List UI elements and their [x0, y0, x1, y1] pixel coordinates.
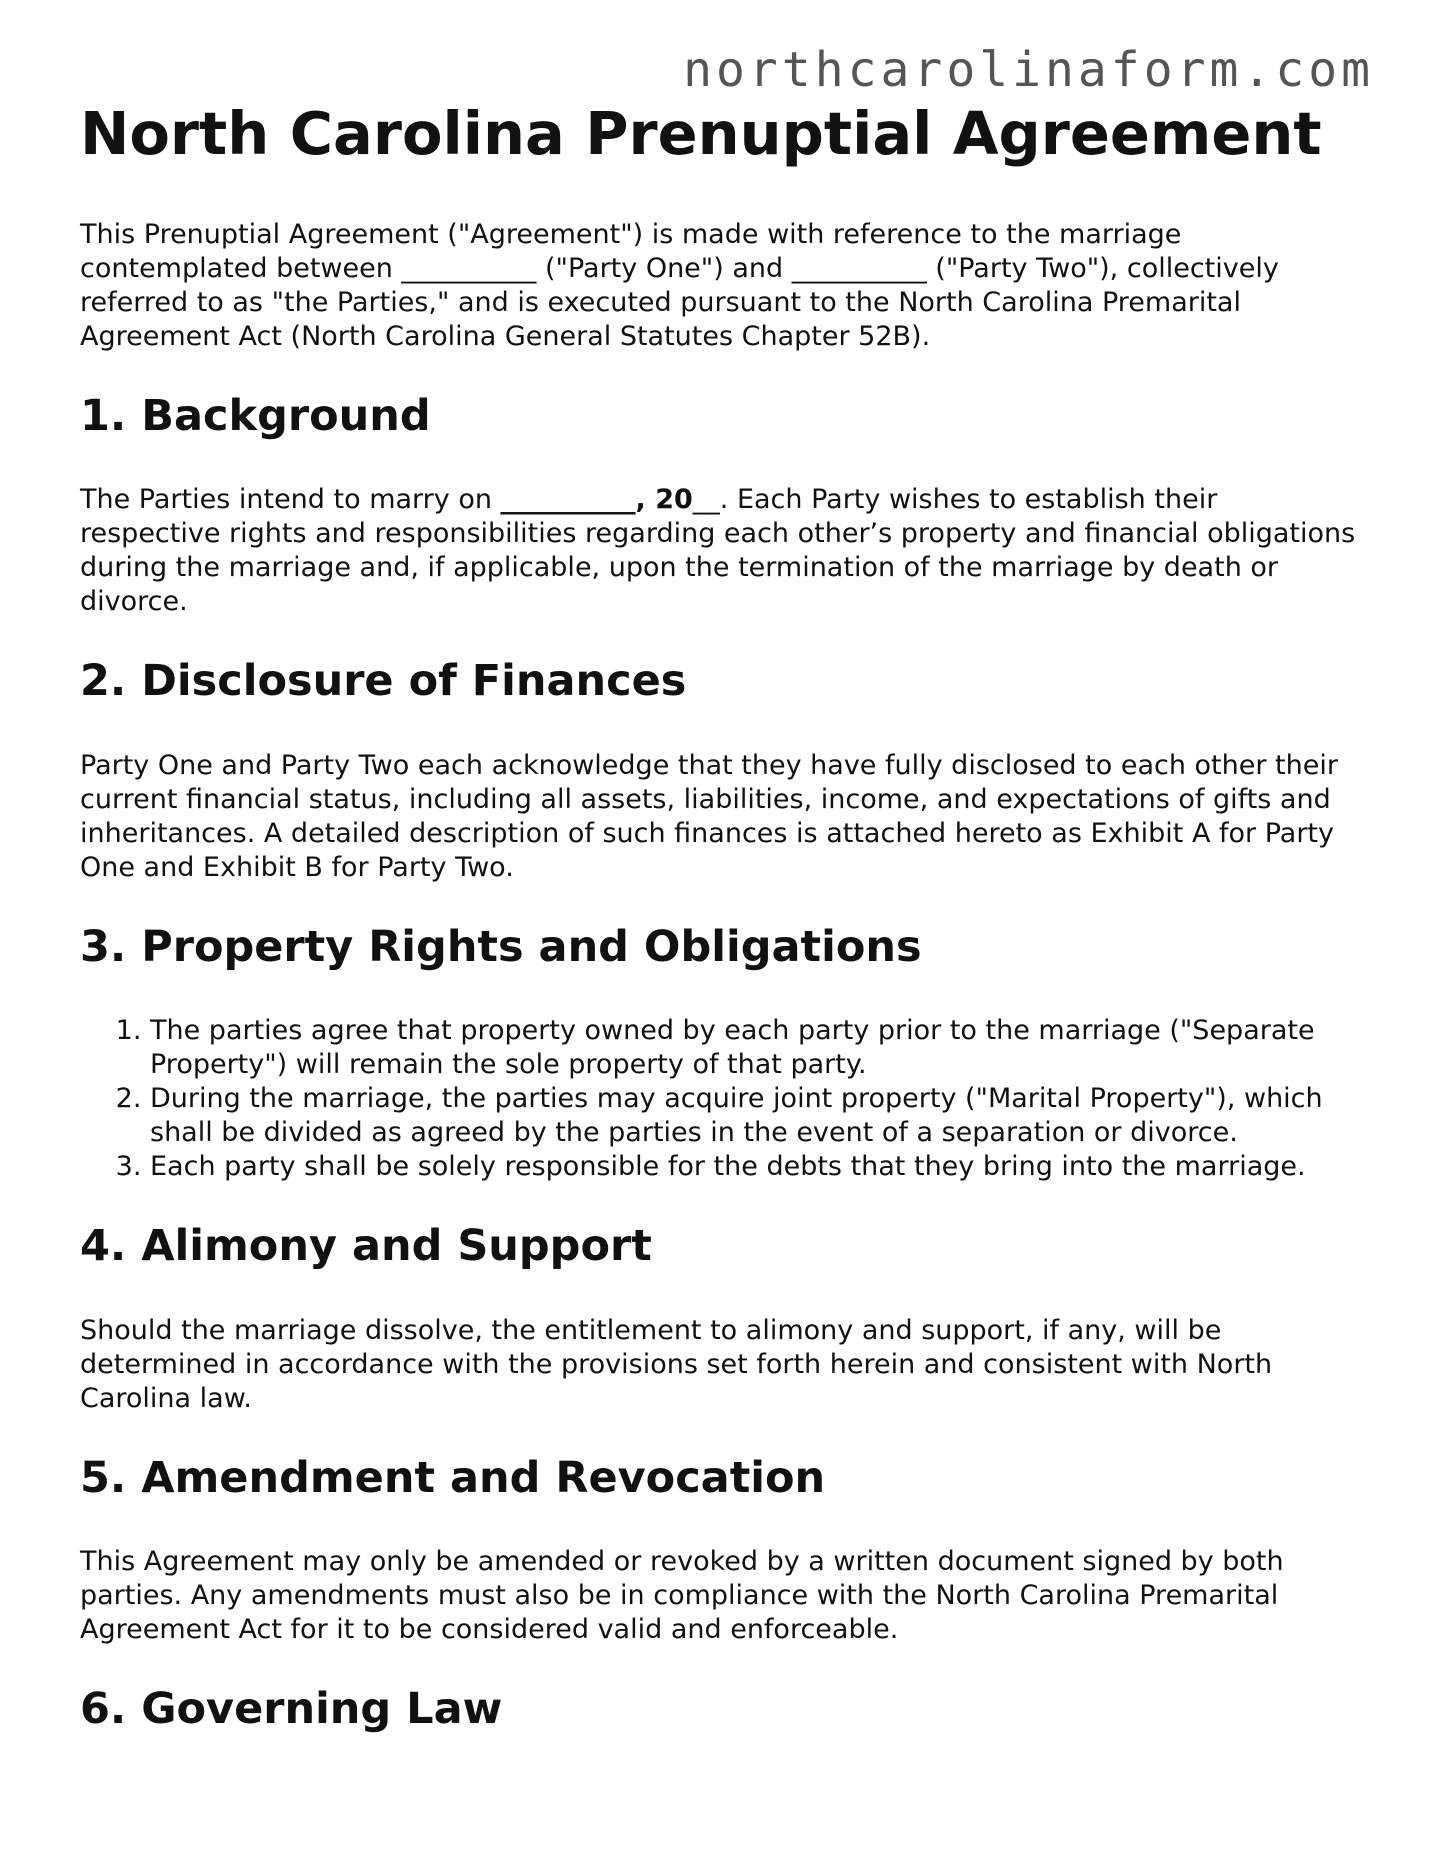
- section-heading-disclosure: 2. Disclosure of Finances: [80, 656, 687, 707]
- section-heading-property-rights: 3. Property Rights and Obligations: [80, 921, 922, 972]
- section-heading-alimony: 4. Alimony and Support: [80, 1221, 652, 1272]
- background-paragraph: [80, 483, 1360, 619]
- list-item: 3. Each party shall be solely responsible for the debts that they bring into the marriage.: [150, 1150, 1360, 1184]
- background-text-start: The Parties intend to marry on: [80, 484, 501, 516]
- intro-paragraph: This Prenuptial Agreement ("Agreement") is made with reference to the marriage contemplated between __________ ("Party One") and __________ ("Party Two"), collectively referred to as "the Parties," and is executed pursuant to the North Carolina Premarital Agreement Act (North Carolina General Statutes Chapter 52B).: [80, 218, 1279, 352]
- property-rights-list: [80, 1014, 1360, 1184]
- marriage-date-blank: __________, 20: [500, 484, 693, 516]
- document-page: [80, 100, 1360, 1776]
- list-item: 1. The parties agree that property owned by each party prior to the marriage ("Separate Property") will remain the sole property of that party.: [150, 1014, 1360, 1082]
- document-title: North Carolina Prenuptial Agreement: [80, 99, 1322, 168]
- site-watermark: northcarolinaform.com: [683, 42, 1374, 98]
- section-heading-background: 1. Background: [80, 390, 431, 441]
- disclosure-paragraph: Party One and Party Two each acknowledge that they have fully disclosed to each other their current financial status, including all assets, liabilities, income, and expectations of gifts and inheritances. A detailed description of such finances is attached hereto as Exhibit A for Party One and Exhibit B for Party Two.: [80, 749, 1338, 883]
- alimony-paragraph: Should the marriage dissolve, the entitlement to alimony and support, if any, will be determined in accordance with the provisions set forth herein and consistent with North Carolina law.: [80, 1314, 1273, 1414]
- section-heading-governing-law: 6. Governing Law: [80, 1684, 503, 1735]
- background-text-end: __. Each Party wishes to establish their respective rights and responsibilities regarding each other’s property and financial obligations during the marriage and, if applicable, upon the termination of the marriage by death or divorce.: [80, 484, 1356, 618]
- list-item: 2. During the marriage, the parties may acquire joint property ("Marital Property"), which shall be divided as agreed by the parties in the event of a separation or divorce.: [150, 1082, 1360, 1150]
- section-heading-amendment: 5. Amendment and Revocation: [80, 1452, 826, 1503]
- amendment-paragraph: This Agreement may only be amended or revoked by a written document signed by both parties. Any amendments must also be in compliance with the North Carolina Premarital Agreement Act for it to be considered valid and enforceable.: [80, 1546, 1284, 1646]
